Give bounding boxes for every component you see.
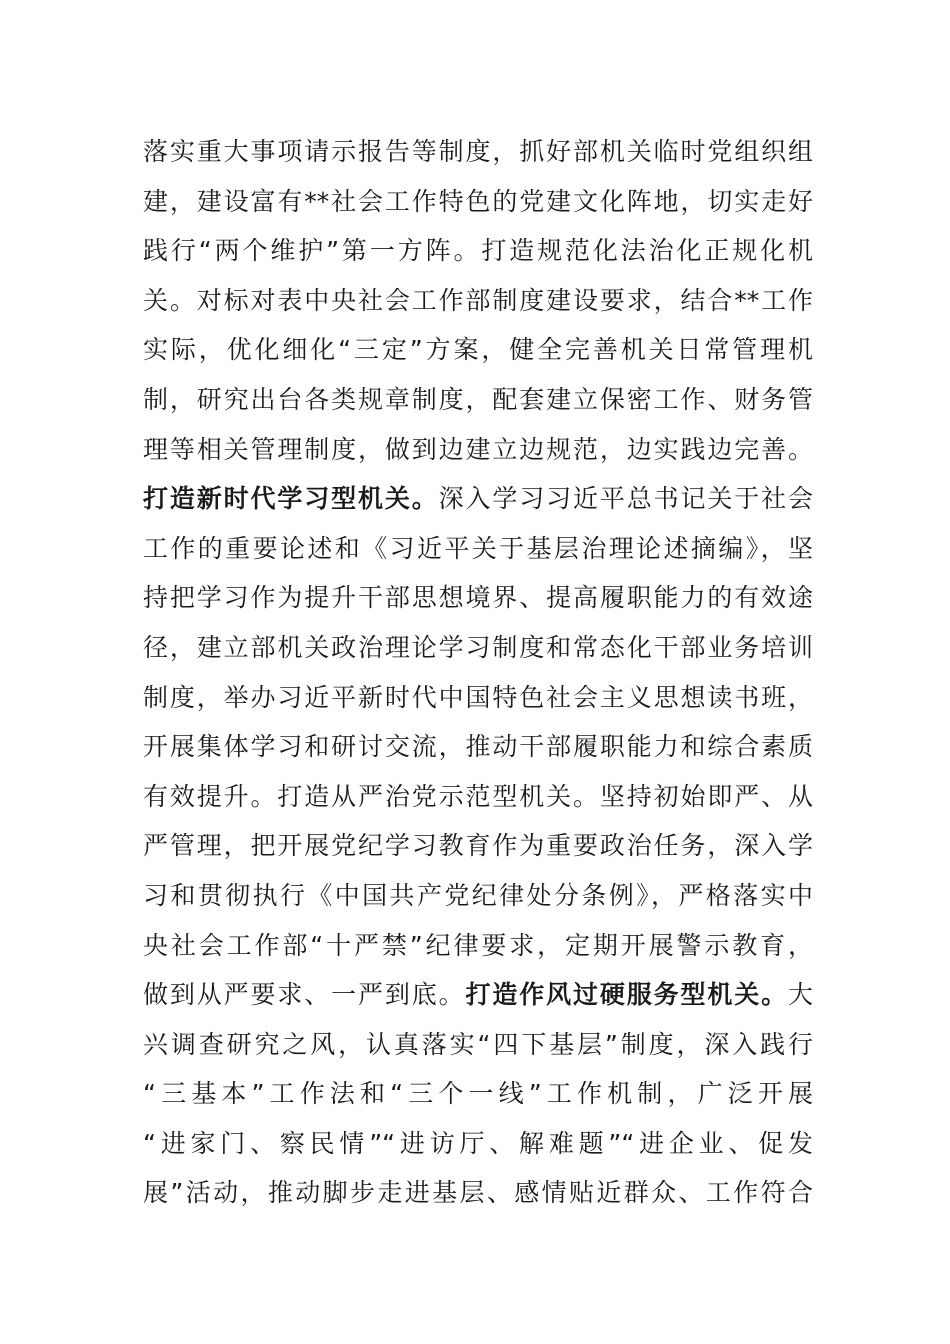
paragraph-line xyxy=(143,921,813,971)
body-text: 径，建立部机关政治理论学习制度和常态化干部业务培训 xyxy=(143,632,813,662)
body-text: 工作的重要论述和《习近平关于基层治理论述摘编》，坚 xyxy=(143,533,813,563)
bold-heading-text: 打造作风过硬服务型机关。 xyxy=(465,980,788,1010)
paragraph-line xyxy=(143,1069,813,1119)
body-text: 有效提升。打造从严治党示范型机关。坚持初始即严、从 xyxy=(143,781,813,811)
paragraph-line xyxy=(143,1168,813,1218)
body-text: 持把学习作为提升干部思想境界、提高履职能力的有效途 xyxy=(143,583,813,613)
body-text: 习和贯彻执行《中国共产党纪律处分条例》，严格落实中 xyxy=(143,880,813,910)
body-text: 制度，举办习近平新时代中国特色社会主义思想读书班， xyxy=(143,682,813,712)
body-text: 理等相关管理制度，做到边建立边规范，边实践边完善。 xyxy=(143,434,813,464)
paragraph-line xyxy=(143,1119,813,1169)
body-text: 央社会工作部“十严禁”纪律要求，定期开展警示教育， xyxy=(143,930,813,960)
body-text: 展”活动，推动脚步走进基层、感情贴近群众、工作符合 xyxy=(143,1178,813,1208)
body-text: 大 xyxy=(787,980,813,1010)
paragraph-line xyxy=(143,375,813,425)
body-text: 做到从严要求、一严到底。 xyxy=(143,980,466,1010)
body-text: 践行“两个维护”第一方阵。打造规范化法治化正规化机 xyxy=(143,236,813,266)
body-text: 实际，优化细化“三定”方案，健全完善机关日常管理机 xyxy=(143,335,813,365)
paragraph-line xyxy=(143,226,813,276)
body-text: 关。对标对表中央社会工作部制度建设要求，结合**工作 xyxy=(143,285,813,315)
paragraph-line xyxy=(143,425,813,475)
body-text: 深入学习习近平总书记关于社会 xyxy=(438,484,813,514)
paragraph-line xyxy=(143,722,813,772)
document-body xyxy=(143,127,813,1218)
paragraph-line xyxy=(143,524,813,574)
body-text: 开展集体学习和研讨交流，推动干部履职能力和综合素质 xyxy=(143,732,813,762)
body-text: 兴调查研究之风，认真落实“四下基层”制度，深入践行 xyxy=(143,1029,813,1059)
paragraph-line xyxy=(143,821,813,871)
body-text: “进家门、察民情”“进访厅、解难题”“进企业、促发 xyxy=(143,1128,813,1158)
body-text: “三基本”工作法和“三个一线”工作机制，广泛开展 xyxy=(143,1079,813,1109)
paragraph-line xyxy=(143,772,813,822)
body-text: 严管理，把开展党纪学习教育作为重要政治任务，深入学 xyxy=(143,831,813,861)
paragraph-line xyxy=(143,970,813,1020)
paragraph-line xyxy=(143,325,813,375)
paragraph-line xyxy=(143,177,813,227)
body-text: 制，研究出台各类规章制度，配套建立保密工作、财务管 xyxy=(143,384,813,414)
paragraph-line xyxy=(143,623,813,673)
paragraph-line xyxy=(143,573,813,623)
paragraph-line xyxy=(143,1020,813,1070)
paragraph-line xyxy=(143,127,813,177)
bold-heading-text: 打造新时代学习型机关。 xyxy=(143,484,439,514)
paragraph-line xyxy=(143,673,813,723)
body-text: 建，建设富有**社会工作特色的党建文化阵地，切实走好 xyxy=(143,186,813,216)
paragraph-line xyxy=(143,474,813,524)
body-text: 落实重大事项请示报告等制度，抓好部机关临时党组织组 xyxy=(143,137,813,166)
paragraph-line xyxy=(143,276,813,326)
paragraph-line xyxy=(143,871,813,921)
